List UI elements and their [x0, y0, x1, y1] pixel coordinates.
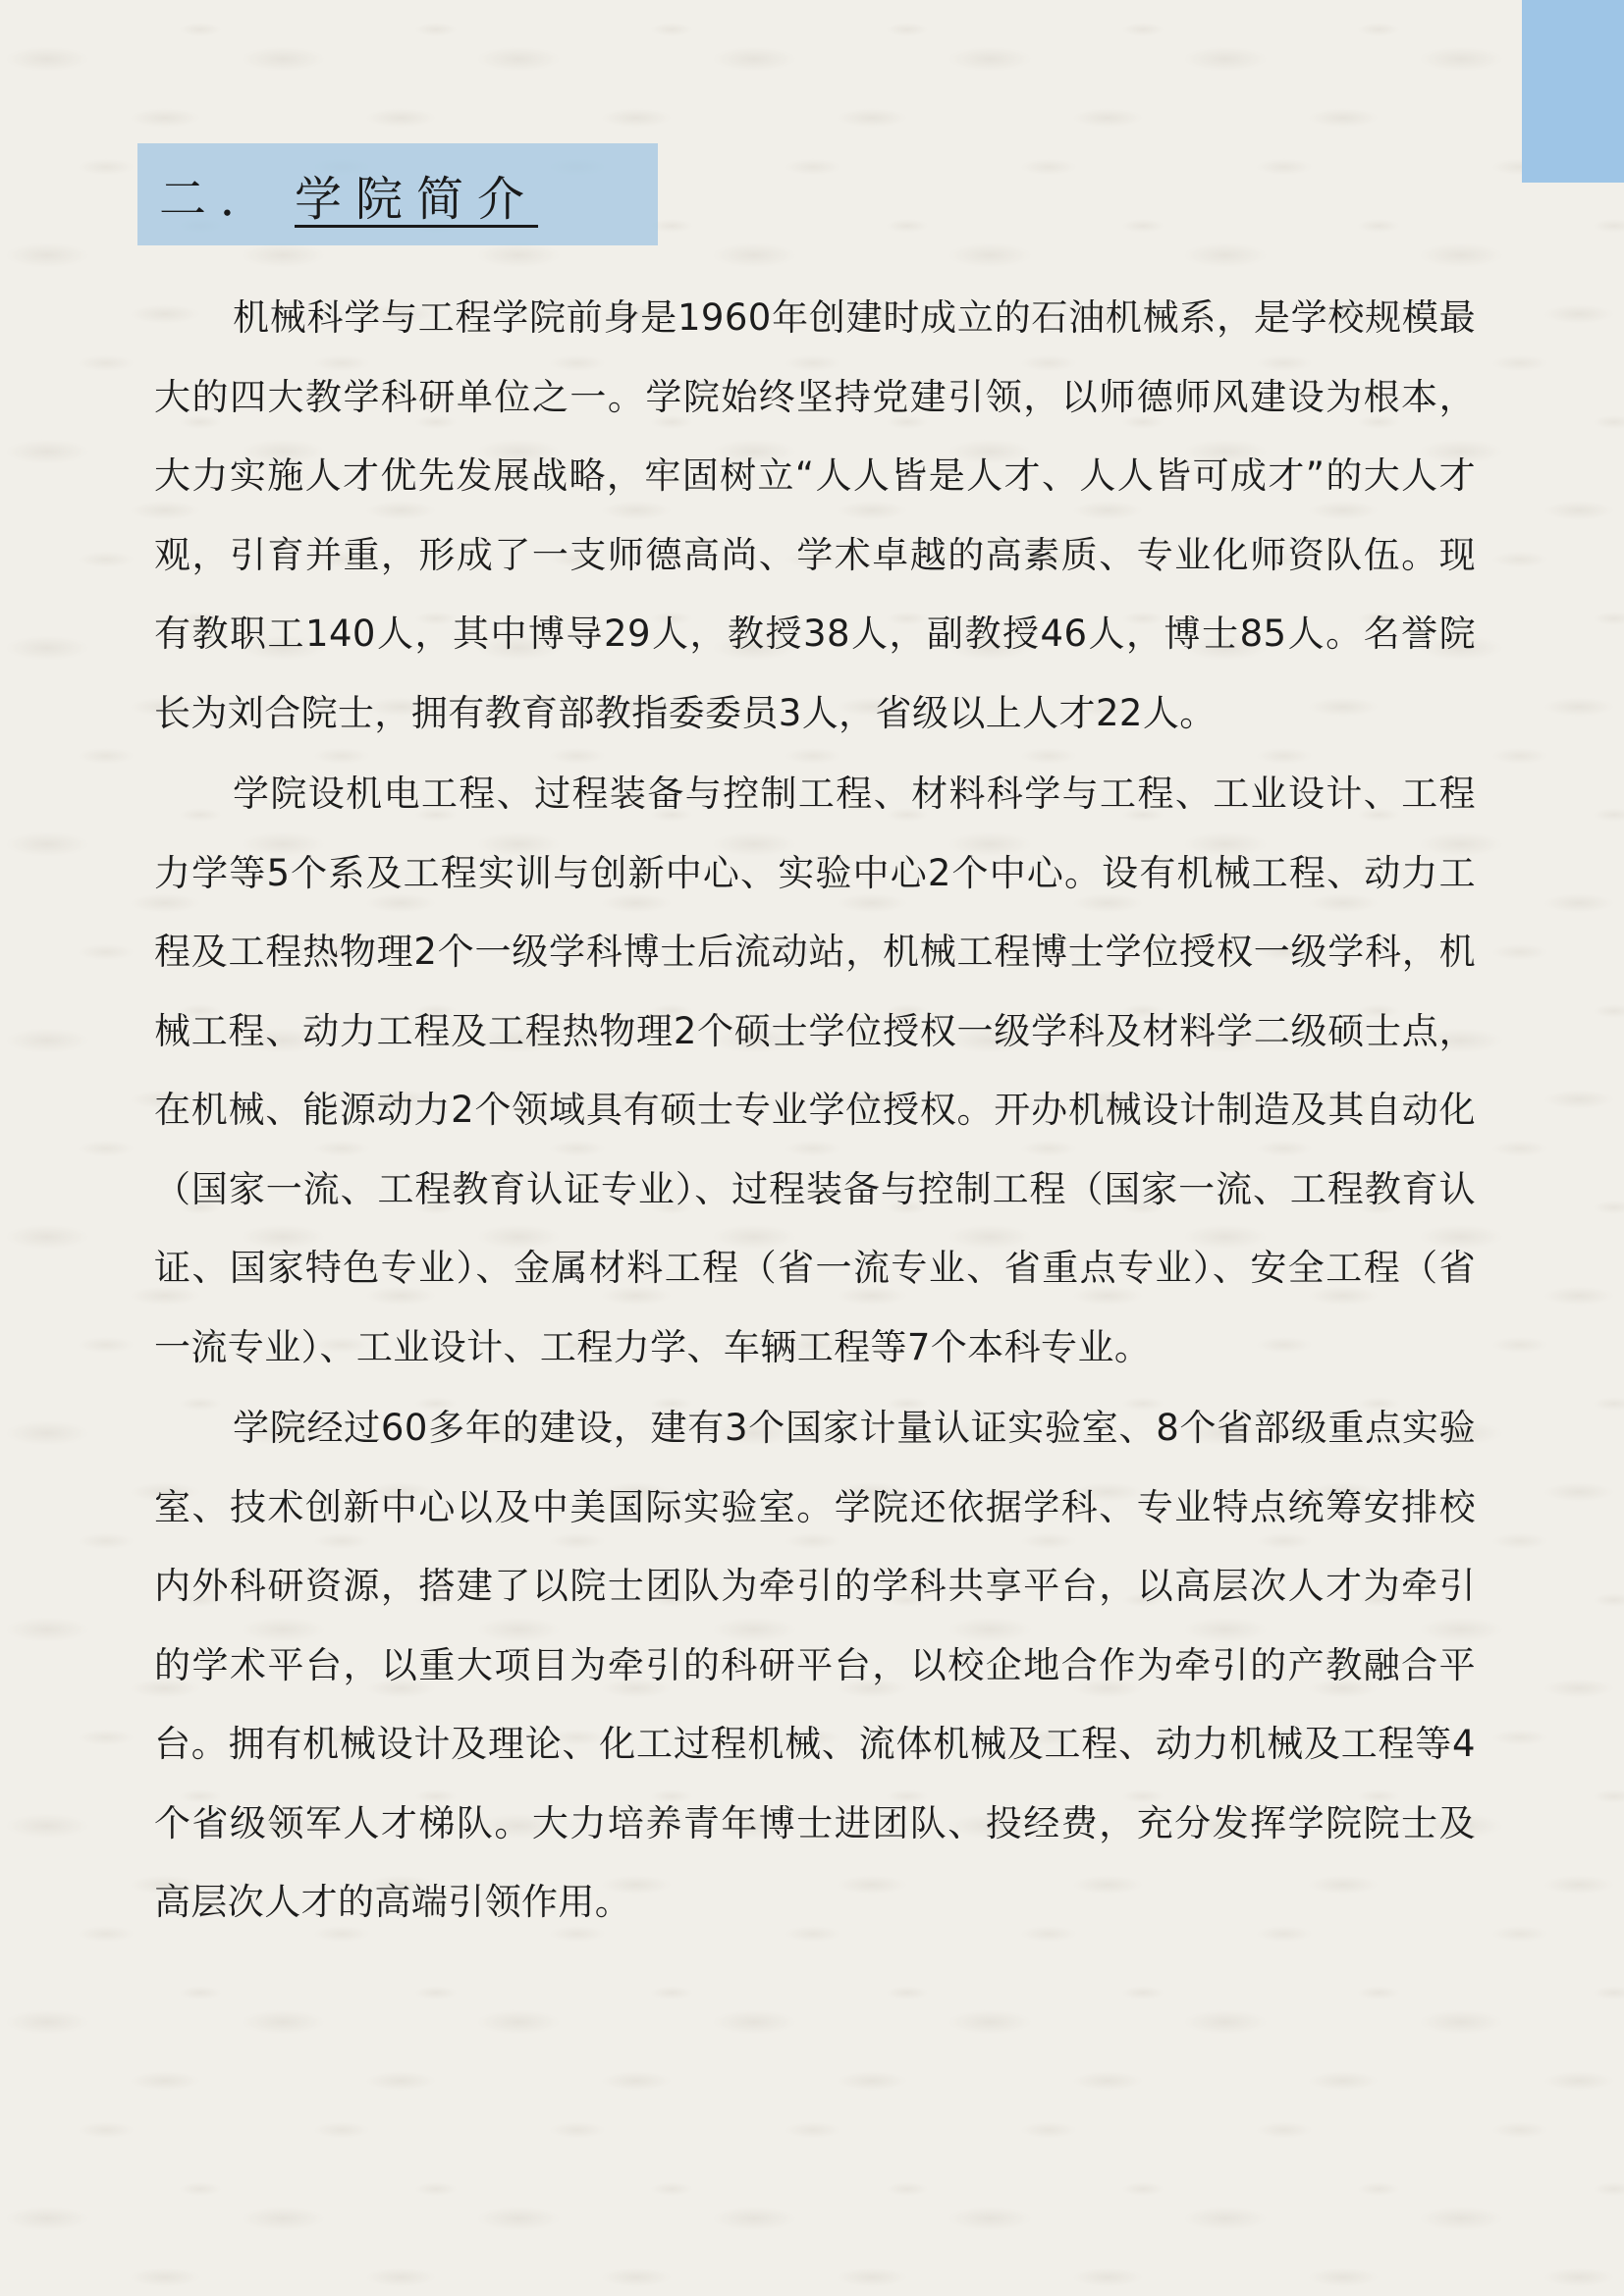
paragraph-research: 学院经过60多年的建设，建有3个国家计量认证实验室、8个省部级重点实验室、技术创新中心以及中美国际实验室。学院还依据学科、专业特点统筹安排校内外科研资源，搭建了以院士团队为牵引的学科共享平台，以高层次人才为牵引的学术平台，以重大项目为牵引的科研平台，以校企地合作为牵引的产教融合平台。拥有机械设计及理论、化工过程机械、流体机械及工程、动力机械及工程等4个省级领军人才梯队。大力培养青年博士进团队、投经费，充分发挥学院院士及高层次人才的高端引领作用。	[154, 1407, 1476, 1923]
section-number: 二．	[159, 171, 282, 227]
paragraph-history: 机械科学与工程学院前身是1960年创建时成立的石油机械系，是学校规模最大的四大教学科研单位之一。学院始终坚持党建引领，以师德师风建设为根本，大力实施人才优先发展战略，牢固树立“人人皆是人才、人人皆可成才”的大人才观，引育并重，形成了一支师德高尚、学术卓越的高素质、专业化师资队伍。现有教职工140人，其中博导29人，教授38人，副教授46人，博士85人。名誉院长为刘合院士，拥有教育部教指委委员3人，省级以上人才22人。	[154, 296, 1476, 734]
body-text	[154, 279, 1476, 1945]
paragraph-departments: 学院设机电工程、过程装备与控制工程、材料科学与工程、工业设计、工程力学等5个系及工程实训与创新中心、实验中心2个中心。设有机械工程、动力工程及工程热物理2个一级学科博士后流动站，机械工程博士学位授权一级学科，机械工程、动力工程及工程热物理2个硕士学位授权一级学科及材料学二级硕士点，在机械、能源动力2个领域具有硕士专业学位授权。开办机械设计制造及其自动化（国家一流、工程教育认证专业）、过程装备与控制工程（国家一流、工程教育认证、国家特色专业）、金属材料工程（省一流专业、省重点专业）、安全工程（省一流专业）、工业设计、工程力学、车辆工程等7个本科专业。	[154, 773, 1476, 1368]
section-heading	[137, 143, 658, 245]
section-title: 学院简介	[295, 171, 539, 227]
corner-tab	[1522, 0, 1624, 183]
